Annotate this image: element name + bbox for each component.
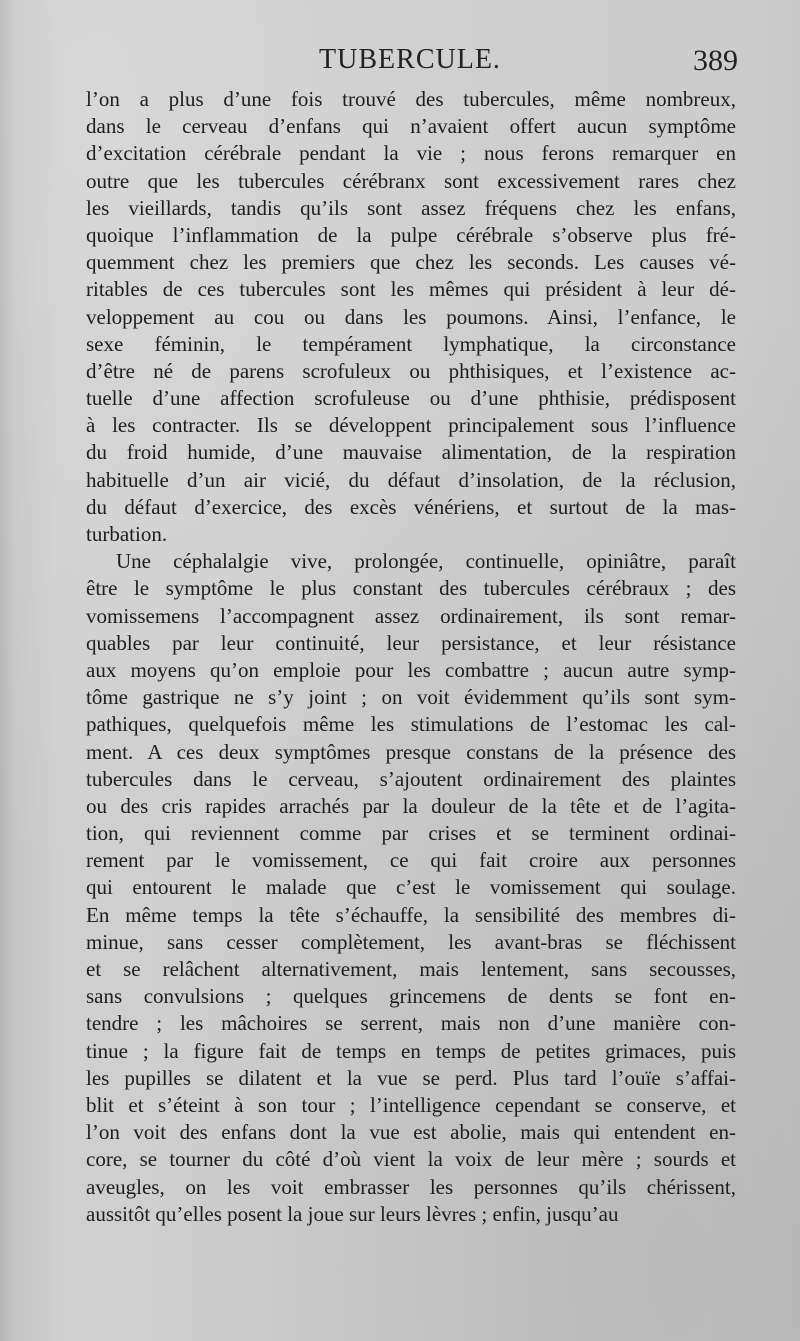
text-line: tubercules dans le cerveau, s’ajoutent ordinairement des plaintes bbox=[86, 766, 736, 791]
text-line: aussitôt qu’elles posent la joue sur leurs lèvres ; enfin, jusqu’au bbox=[86, 1201, 619, 1226]
text-line: habituelle d’un air vicié, du défaut d’insolation, de la réclusion, bbox=[86, 467, 736, 492]
text-line: du froid humide, d’une mauvaise alimentation, de la respiration bbox=[86, 440, 736, 465]
page-header bbox=[0, 44, 800, 84]
text-line: blit et s’éteint à son tour ; l’intelligence cependant se conserve, et bbox=[86, 1092, 736, 1117]
text-line: pathiques, quelquefois même les stimulations de l’estomac les cal- bbox=[86, 712, 736, 737]
text-line: d’excitation cérébrale pendant la vie ; nous ferons remarquer en bbox=[86, 141, 736, 166]
text-line: tion, qui reviennent comme par crises et se terminent ordinai- bbox=[86, 821, 736, 846]
text-line: rement par le vomissement, ce qui fait croire aux personnes bbox=[86, 848, 736, 873]
text-line: tôme gastrique ne s’y joint ; on voit évidemment qu’ils sont sym- bbox=[86, 685, 736, 710]
text-line: outre que les tubercules cérébranx sont excessivement rares chez bbox=[86, 168, 736, 193]
text-line: ritables de ces tubercules sont les mêmes qui président à leur dé- bbox=[86, 277, 736, 302]
text-line: sans convulsions ; quelques grincemens de dents se font en- bbox=[86, 984, 736, 1009]
text-line: qui entourent le malade que c’est le vomissement qui soulage. bbox=[86, 875, 736, 900]
text-line: être le symptôme le plus constant des tubercules cérébraux ; des bbox=[86, 576, 736, 601]
text-line: les pupilles se dilatent et la vue se perd. Plus tard l’ouïe s’affai- bbox=[86, 1065, 736, 1090]
text-line: veloppement au cou ou dans les poumons. Ainsi, l’enfance, le bbox=[86, 304, 736, 329]
text-line: turbation. bbox=[86, 522, 168, 546]
text-line: Une céphalalgie vive, prolongée, continuelle, opiniâtre, paraît bbox=[116, 549, 736, 574]
text-line: tuelle d’une affection scrofuleuse ou d’une phthisie, prédisposent bbox=[86, 386, 736, 411]
text-line: sexe féminin, le tempérament lymphatique, la circonstance bbox=[86, 331, 736, 356]
text-line: d’être né de parens scrofuleux ou phthisiques, et l’existence ac- bbox=[86, 358, 736, 383]
text-line: tendre ; les mâchoires se serrent, mais non d’une manière con- bbox=[86, 1011, 736, 1036]
text-line: et se relâchent alternativement, mais lentement, sans secousses, bbox=[86, 957, 736, 981]
text-line: minue, sans cesser complètement, les avant-bras se fléchissent bbox=[86, 929, 736, 954]
text-line: du défaut d’exercice, des excès vénériens, et surtout de la mas- bbox=[86, 494, 736, 519]
text-line: En même temps la tête s’échauffe, la sensibilité des membres di- bbox=[86, 902, 736, 927]
text-line: aux moyens qu’on emploie pour les combattre ; aucun autre symp- bbox=[86, 657, 736, 682]
text-line: core, se tourner du côté d’où vient la voix de leur mère ; sourds et bbox=[86, 1147, 736, 1172]
running-title: TUBERCULE. bbox=[319, 44, 501, 75]
text-line: quoique l’inflammation de la pulpe cérébrale s’observe plus fré- bbox=[86, 222, 736, 247]
body-text bbox=[86, 86, 736, 1228]
text-line: aveugles, on les voit embrasser les personnes qu’ils chérissent, bbox=[86, 1174, 736, 1199]
text-line: les vieillards, tandis qu’ils sont assez fréquens chez les enfans, bbox=[86, 195, 736, 220]
text-line: tinue ; la figure fait de temps en temps de petites grimaces, puis bbox=[86, 1038, 736, 1063]
text-line: ment. A ces deux symptômes presque constans de la présence des bbox=[86, 739, 736, 764]
text-line: à les contracter. Ils se développent principalement sous l’influence bbox=[86, 413, 736, 438]
text-line: ou des cris rapides arrachés par la douleur de la tête et de l’agita- bbox=[86, 793, 736, 818]
text-line: l’on a plus d’une fois trouvé des tubercules, même nombreux, bbox=[86, 87, 736, 111]
text-line: dans le cerveau d’enfans qui n’avaient offert aucun symptôme bbox=[86, 114, 736, 139]
text-line: l’on voit des enfans dont la vue est abolie, mais qui entendent en- bbox=[86, 1120, 736, 1145]
text-line: quables par leur continuité, leur persistance, et leur résistance bbox=[86, 630, 736, 655]
text-line: vomissemens l’accompagnent assez ordinairement, ils sont remar- bbox=[86, 603, 736, 628]
text-line: quemment chez les premiers que chez les seconds. Les causes vé- bbox=[86, 250, 736, 275]
page-number: 389 bbox=[693, 44, 738, 77]
